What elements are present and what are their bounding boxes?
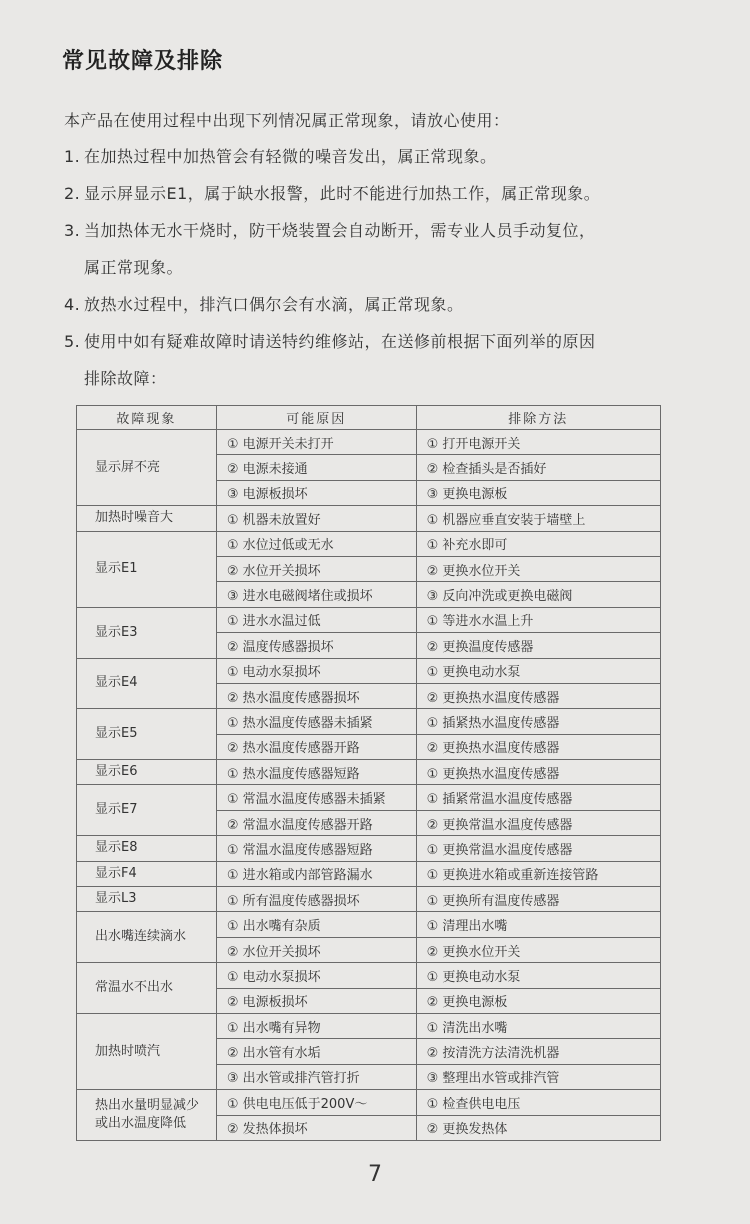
cause-cell: ② 热水温度传感器开路 xyxy=(216,734,416,759)
symptom-text: 显示E3 xyxy=(95,624,138,640)
list-item-text: 在加热过程中加热管会有轻微的噪音发出，属正常现象。 xyxy=(84,147,497,166)
solution-cell: ② 检查插头是否插好 xyxy=(416,455,660,480)
table-row xyxy=(77,1013,661,1038)
symptom-text: 显示L3 xyxy=(95,891,137,907)
symptom-cell xyxy=(77,836,217,861)
symptom-cell xyxy=(77,506,217,531)
symptom-cell xyxy=(77,1090,217,1141)
cause-cell: ① 进水箱或内部管路漏水 xyxy=(216,861,416,886)
solution-cell: ① 清理出水嘴 xyxy=(416,912,660,937)
solution-cell: ② 更换水位开关 xyxy=(416,556,660,581)
table-row xyxy=(77,887,661,912)
symptom-cell xyxy=(77,887,217,912)
symptom-cell xyxy=(77,531,217,607)
table-row xyxy=(77,430,661,455)
symptom-text: 加热时噪音大 xyxy=(95,510,174,526)
table-row xyxy=(77,760,661,785)
solution-cell: ② 更换常温水温度传感器 xyxy=(416,810,660,835)
cause-cell: ① 水位过低或无水 xyxy=(216,531,416,556)
solution-cell: ③ 整理出水管或排汽管 xyxy=(416,1064,660,1089)
solution-cell: ③ 更换电源板 xyxy=(416,480,660,505)
cause-cell: ② 电源未接通 xyxy=(216,455,416,480)
symptom-cell xyxy=(77,760,217,785)
cause-cell: ③ 进水电磁阀堵住或损坏 xyxy=(216,582,416,607)
symptom-cell xyxy=(77,785,217,836)
solution-cell: ① 更换电动水泵 xyxy=(416,658,660,683)
solution-cell: ② 更换热水温度传感器 xyxy=(416,683,660,708)
cause-cell: ① 机器未放置好 xyxy=(216,506,416,531)
table-row xyxy=(77,1090,661,1115)
symptom-cell xyxy=(77,963,217,1014)
symptom-text: 显示E8 xyxy=(95,840,138,856)
cause-cell: ① 常温水温度传感器短路 xyxy=(216,836,416,861)
page-title: 常见故障及排除 xyxy=(62,49,224,74)
solution-cell: ① 补充水即可 xyxy=(416,531,660,556)
table-row xyxy=(77,912,661,937)
list-item-text: 使用中如有疑难故障时请送特约维修站，在送修前根据下面列举的原因 xyxy=(84,332,596,351)
solution-cell: ① 机器应垂直安装于墙壁上 xyxy=(416,506,660,531)
list-item-text-continued: 排除故障： xyxy=(84,369,167,388)
cause-cell: ① 热水温度传感器短路 xyxy=(216,760,416,785)
cause-cell: ② 水位开关损坏 xyxy=(216,937,416,962)
list-item-text-continued: 属正常现象。 xyxy=(84,258,184,277)
page-number: 7 xyxy=(368,1162,382,1187)
solution-cell: ① 检查供电电压 xyxy=(416,1090,660,1115)
table-row xyxy=(77,506,661,531)
cause-cell: ③ 出水管或排汽管打折 xyxy=(216,1064,416,1089)
solution-cell: ① 打开电源开关 xyxy=(416,430,660,455)
solution-cell: ① 更换所有温度传感器 xyxy=(416,887,660,912)
symptom-text: 显示F4 xyxy=(95,865,137,881)
symptom-cell xyxy=(77,861,217,886)
symptom-text: 热出水量明显减少 xyxy=(95,1098,200,1114)
list-item xyxy=(64,175,704,212)
symptom-text: 加热时喷汽 xyxy=(95,1043,161,1059)
symptom-text: 常温水不出水 xyxy=(95,980,174,996)
symptom-text: 显示E4 xyxy=(95,675,138,691)
solution-cell: ② 更换水位开关 xyxy=(416,937,660,962)
symptom-text: 或出水温度降低 xyxy=(95,1116,187,1132)
table-row xyxy=(77,836,661,861)
cause-cell: ① 所有温度传感器损坏 xyxy=(216,887,416,912)
solution-cell: ① 插紧热水温度传感器 xyxy=(416,709,660,734)
table-row xyxy=(77,963,661,988)
symptom-text: 显示E1 xyxy=(95,561,138,577)
symptom-cell xyxy=(77,430,217,506)
table-row xyxy=(77,709,661,734)
fault-table-body xyxy=(77,430,661,1141)
list-item xyxy=(64,323,704,397)
list-item xyxy=(64,212,704,286)
symptom-text: 显示E5 xyxy=(95,726,138,742)
symptom-cell xyxy=(77,607,217,658)
solution-cell: ② 更换温度传感器 xyxy=(416,633,660,658)
symptom-text: 显示屏不亮 xyxy=(95,459,161,475)
solution-cell: ③ 反向冲洗或更换电磁阀 xyxy=(416,582,660,607)
solution-cell: ② 更换热水温度传感器 xyxy=(416,734,660,759)
solution-cell: ② 按清洗方法清洗机器 xyxy=(416,1039,660,1064)
solution-cell: ① 更换热水温度传感器 xyxy=(416,760,660,785)
table-row xyxy=(77,785,661,810)
cause-cell: ① 供电电压低于200V～ xyxy=(216,1090,416,1115)
table-row xyxy=(77,861,661,886)
solution-cell: ① 清洗出水嘴 xyxy=(416,1013,660,1038)
fault-table xyxy=(76,405,661,1141)
table-row xyxy=(77,531,661,556)
cause-cell: ① 出水嘴有杂质 xyxy=(216,912,416,937)
cause-cell: ② 电源板损坏 xyxy=(216,988,416,1013)
list-item xyxy=(64,138,704,175)
cause-cell: ② 热水温度传感器损坏 xyxy=(216,683,416,708)
solution-cell: ① 插紧常温水温度传感器 xyxy=(416,785,660,810)
list-item-text: 当加热体无水干烧时，防干烧装置会自动断开，需专业人员手动复位， xyxy=(84,221,596,240)
symptom-cell xyxy=(77,658,217,709)
solution-cell: ② 更换电源板 xyxy=(416,988,660,1013)
list-item-text: 放热水过程中，排汽口偶尔会有水滴，属正常现象。 xyxy=(84,295,464,314)
symptom-text: 显示E7 xyxy=(95,802,138,818)
list-item-text: 显示屏显示E1，属于缺水报警，此时不能进行加热工作，属正常现象。 xyxy=(84,184,601,203)
header-symptom: 故障现象 xyxy=(77,406,217,430)
cause-cell: ① 出水嘴有异物 xyxy=(216,1013,416,1038)
cause-cell: ① 进水水温过低 xyxy=(216,607,416,632)
symptom-text: 出水嘴连续滴水 xyxy=(95,929,187,945)
solution-cell: ① 等进水水温上升 xyxy=(416,607,660,632)
intro-text: 本产品在使用过程中出现下列情况属正常现象，请放心使用： xyxy=(64,111,510,130)
list-item xyxy=(64,286,704,323)
header-cause: 可能原因 xyxy=(216,406,416,430)
list-item-number: 2. xyxy=(64,184,81,203)
list-item-number: 5. xyxy=(64,332,81,351)
cause-cell: ① 电动水泵损坏 xyxy=(216,963,416,988)
cause-cell: ③ 电源板损坏 xyxy=(216,480,416,505)
header-solution: 排除方法 xyxy=(416,406,660,430)
cause-cell: ② 水位开关损坏 xyxy=(216,556,416,581)
symptom-cell xyxy=(77,1013,217,1089)
symptom-cell xyxy=(77,709,217,760)
cause-cell: ① 电源开关未打开 xyxy=(216,430,416,455)
solution-cell: ① 更换电动水泵 xyxy=(416,963,660,988)
cause-cell: ① 常温水温度传感器未插紧 xyxy=(216,785,416,810)
cause-cell: ② 出水管有水垢 xyxy=(216,1039,416,1064)
table-row xyxy=(77,607,661,632)
cause-cell: ① 热水温度传感器未插紧 xyxy=(216,709,416,734)
list-item-number: 4. xyxy=(64,295,81,314)
solution-cell: ① 更换常温水温度传感器 xyxy=(416,836,660,861)
table-header-row xyxy=(77,406,661,430)
table-row xyxy=(77,658,661,683)
solution-cell: ① 更换进水箱或重新连接管路 xyxy=(416,861,660,886)
cause-cell: ② 常温水温度传感器开路 xyxy=(216,810,416,835)
cause-cell: ① 电动水泵损坏 xyxy=(216,658,416,683)
list-item-number: 3. xyxy=(64,221,81,240)
symptom-cell xyxy=(77,912,217,963)
cause-cell: ② 温度传感器损坏 xyxy=(216,633,416,658)
symptom-text: 显示E6 xyxy=(95,764,138,780)
cause-cell: ② 发热体损坏 xyxy=(216,1115,416,1140)
solution-cell: ② 更换发热体 xyxy=(416,1115,660,1140)
list-item-number: 1. xyxy=(64,147,81,166)
